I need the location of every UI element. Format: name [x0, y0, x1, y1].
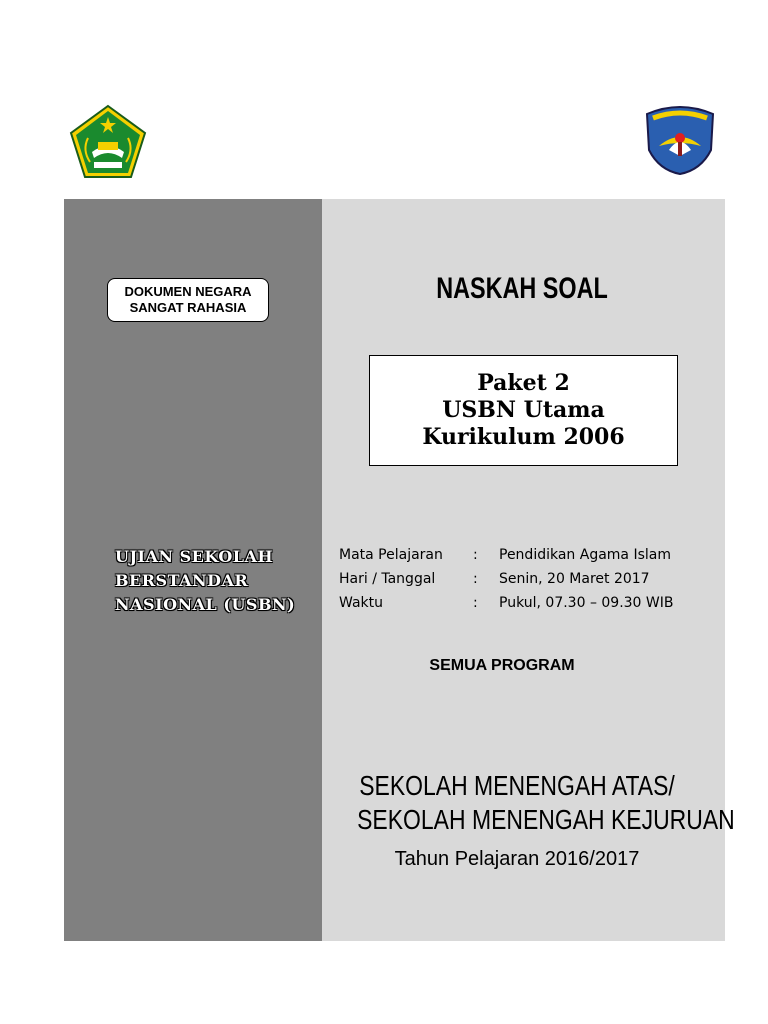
school-level-line-2: SEKOLAH MENENGAH KEJURUAN — [357, 804, 735, 835]
confidential-line-2: SANGAT RAHASIA — [129, 300, 247, 315]
info-value: Pendidikan Agama Islam — [499, 547, 671, 563]
document-title: NASKAH SOAL — [436, 272, 608, 305]
info-label: Waktu — [339, 595, 383, 611]
confidential-line-1: DOKUMEN NEGARA — [124, 284, 252, 299]
info-separator: : — [473, 547, 478, 563]
exam-name-line-3: NASIONAL (USBN) — [115, 595, 296, 614]
info-separator: : — [473, 571, 478, 587]
school-level-line-1: SEKOLAH MENENGAH ATAS/ — [359, 770, 675, 801]
tut-wuri-handayani-logo-icon — [641, 104, 719, 176]
info-row-date — [339, 567, 719, 591]
info-row-subject — [339, 543, 719, 567]
academic-year: Tahun Pelajaran 2016/2017 — [394, 848, 640, 870]
info-row-time — [339, 591, 719, 615]
info-label: Mata Pelajaran — [339, 547, 443, 563]
info-value: Pukul, 07.30 – 09.30 WIB — [499, 595, 674, 611]
package-line-2: USBN Utama — [442, 397, 605, 423]
exam-name-line-1: UJIAN SEKOLAH — [115, 547, 274, 566]
info-separator: : — [473, 595, 478, 611]
package-line-3: Kurikulum 2006 — [422, 424, 625, 450]
kementerian-agama-logo-icon — [68, 104, 148, 180]
program-label: SEMUA PROGRAM — [429, 657, 575, 674]
package-box — [369, 355, 678, 466]
exam-name — [115, 545, 315, 617]
confidential-label-box — [107, 278, 269, 322]
exam-info-table — [339, 543, 719, 615]
package-line-1: Paket 2 — [477, 370, 570, 396]
info-value: Senin, 20 Maret 2017 — [499, 571, 650, 587]
exam-name-line-2: BERSTANDAR — [115, 571, 249, 590]
info-label: Hari / Tanggal — [339, 571, 436, 587]
